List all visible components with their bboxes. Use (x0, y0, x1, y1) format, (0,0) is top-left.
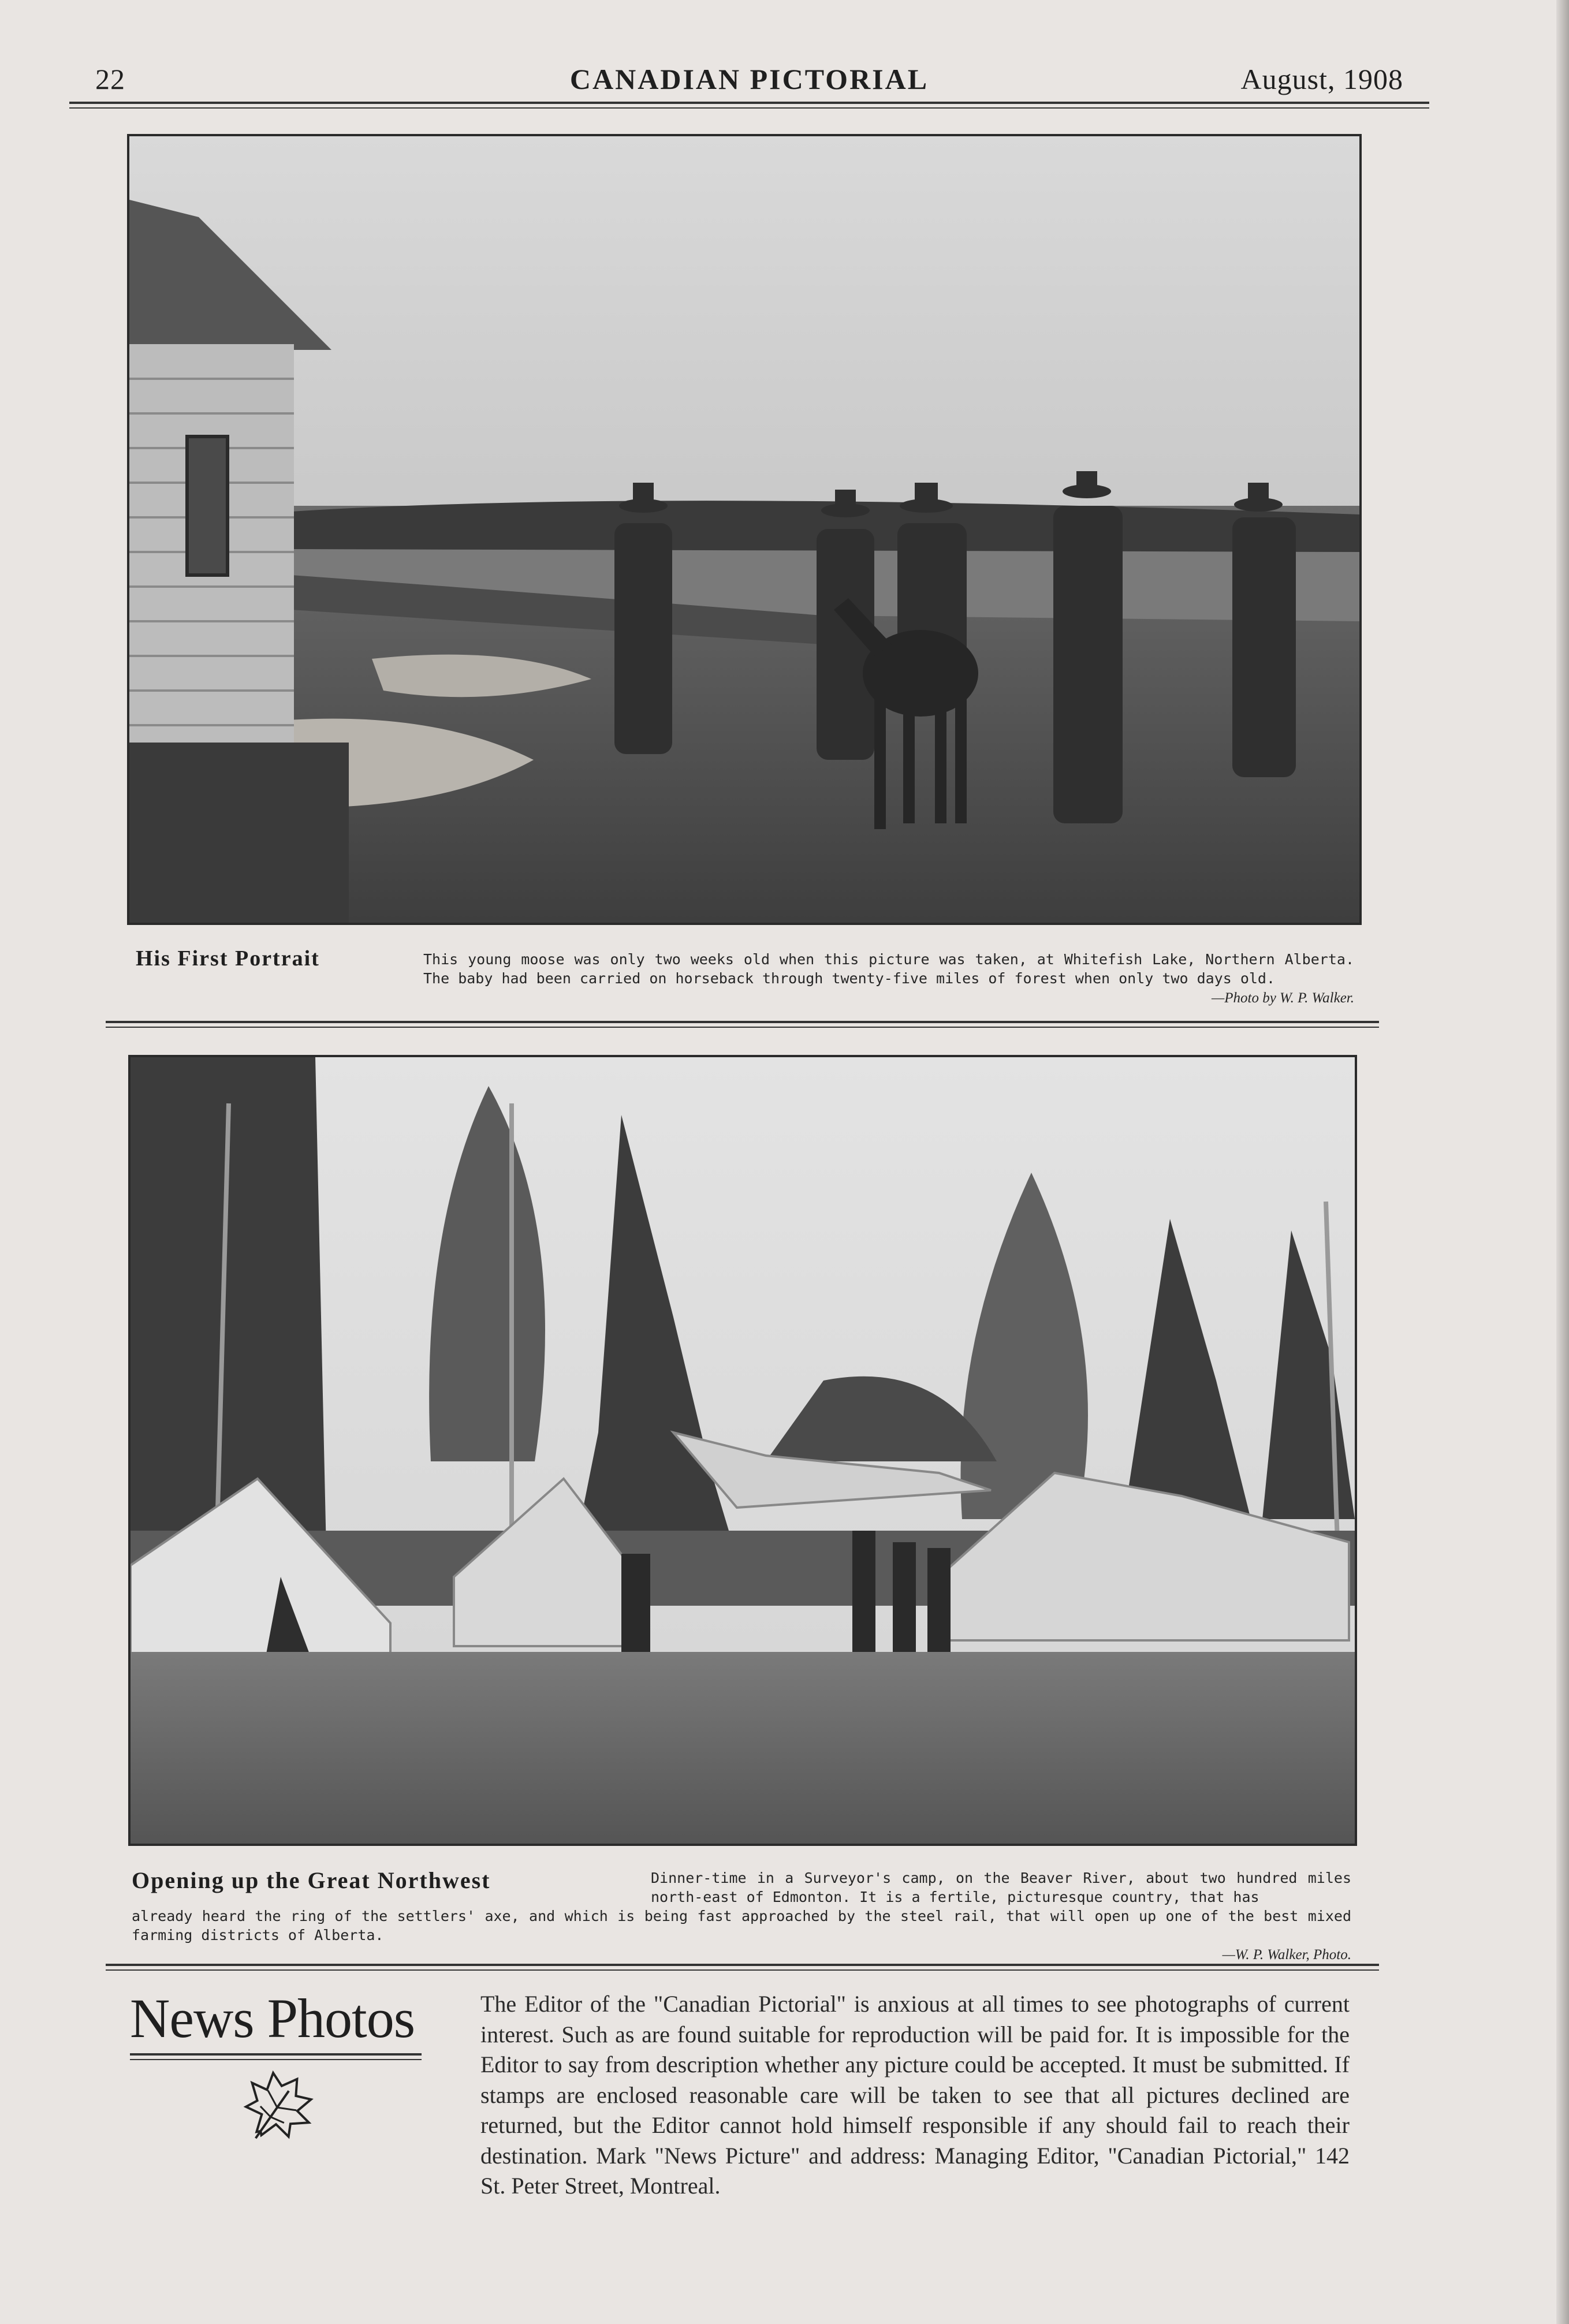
magazine-title: CANADIAN PICTORIAL (569, 63, 929, 95)
news-photos-body: The Editor of the "Canadian Pictorial" is anxious at all times to see photographs of current interest. Such as are found suitable for reproduction will be paid for. It is impossible for the Editor to say from description whether any picture could be accepted. It must be submitted. If stamps are enclosed reasonable care will be taken to see that all pictures declined are returned, but the Editor cannot hold himself responsible if any should fail to reach their destination. Mark "News Picture" and address: Managing Editor, "Canadian Pictorial," 142 St. Peter Street, Montreal. (480, 1991, 1350, 2199)
header-rule (69, 102, 1429, 109)
moose-photo-illustration (129, 136, 1359, 923)
photo-surveyor-camp (128, 1055, 1357, 1846)
maple-leaf-icon (231, 2067, 323, 2148)
news-photos-heading: News Photos (130, 1987, 415, 2049)
photo-credit: —W. P. Walker, Photo. (1222, 1947, 1351, 1963)
camp-photo-illustration (131, 1057, 1355, 1844)
section-rule-bottom (106, 1964, 1379, 1971)
caption-text-first-part: Dinner-time in a Surveyor's camp, on the Beaver River, about two hundred miles north-east of Edmonton. It is a fertile, picturesque country, that has (651, 1870, 1351, 1905)
photo-moose-portrait (127, 134, 1362, 925)
photo-title-opening-northwest: Opening up the Great Northwest (132, 1867, 491, 1893)
photo-caption-camp-second (132, 1907, 1351, 1964)
caption-text-second-part: already heard the ring of the settlers' axe, and which is being fast approached by the steel rail, that will open up one of the best mixed farming districts of Alberta. (132, 1908, 1351, 1943)
page-header (69, 58, 1429, 98)
page-number: 22 (95, 63, 125, 95)
page-edge (1556, 0, 1569, 2324)
section-rule (106, 1021, 1379, 1028)
photo-title-his-first-portrait: His First Portrait (136, 946, 320, 971)
photo-credit: —Photo by W. P. Walker. (1212, 990, 1354, 1006)
photo-caption-moose (423, 950, 1354, 1008)
news-photos-underline (130, 2053, 422, 2060)
photo-caption-camp-first (651, 1868, 1351, 1907)
issue-date: August, 1908 (1240, 63, 1403, 95)
caption-text: This young moose was only two weeks old when this picture was taken, at Whitefish Lake, Northern Alberta. The baby had been carried on horseback through twenty-five miles of forest when only two days old. (423, 951, 1354, 987)
